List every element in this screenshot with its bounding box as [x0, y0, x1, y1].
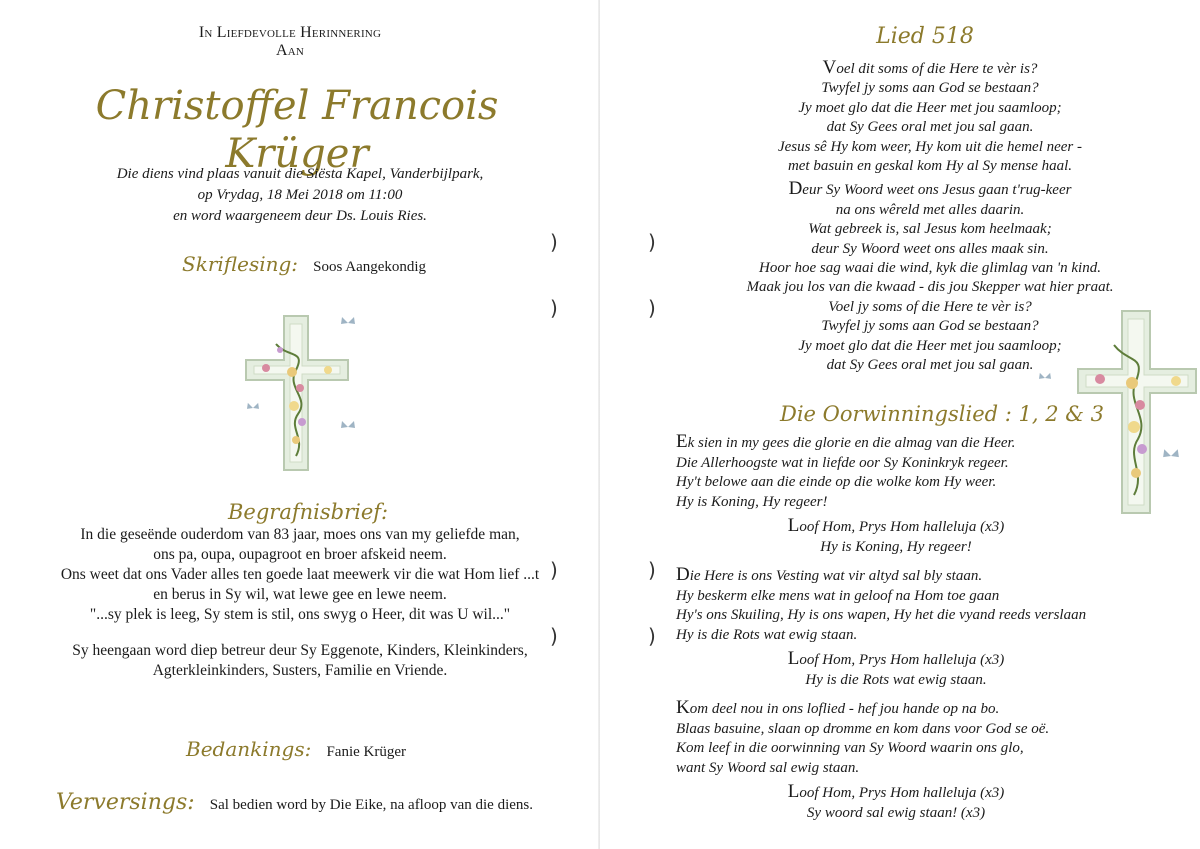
- hymn-line: Deur Sy Woord weet ons Jesus gaan t'rug-keer: [788, 178, 1072, 200]
- chorus-line: Sy woord sal ewig staan! (x3): [806, 804, 986, 821]
- binding-mark: ): [648, 296, 656, 320]
- hymn-line: dat Sy Gees oral met jou sal gaan.: [826, 119, 1034, 136]
- butterfly-icon: [340, 420, 356, 434]
- scripture-reading: [182, 252, 426, 276]
- verse-line: Die Here is ons Vesting wat vir altyd sal bly staan.: [676, 564, 983, 585]
- hymn-line: met basuin en geskal kom Hy al Sy mense haal.: [787, 158, 1073, 175]
- hymn-line: Twyfel jy soms aan God se bestaan?: [821, 318, 1039, 335]
- hymn-title: Lied 518: [876, 24, 974, 49]
- binding-mark: ): [648, 624, 656, 648]
- memorial-header: [165, 24, 415, 60]
- service-line: en word waargeneem deur Ds. Louis Ries.: [173, 208, 427, 224]
- floral-cross-icon: [236, 310, 366, 482]
- hymn-line: Jy moet glo dat die Heer met jou saamloop;: [798, 337, 1062, 354]
- binding-mark: ): [550, 230, 558, 254]
- verse-line: Hy beskerm elke mens wat in geloof na Hom toe gaan: [676, 587, 1000, 604]
- scripture-reading-label: Skriflesing:: [182, 252, 299, 276]
- hymn-line: Voel dit soms of die Here te vèr is?: [822, 57, 1038, 78]
- verse-line: want Sy Woord sal ewig staan.: [676, 759, 860, 776]
- chorus-line: Hy is die Rots wat ewig staan.: [805, 671, 987, 688]
- butterfly-icon: [1038, 372, 1052, 384]
- refreshments-value: Sal bedien word by Die Eike, na afloop van die diens.: [209, 797, 533, 813]
- butterfly-icon: [340, 316, 356, 330]
- verse-line: Hy's ons Skuiling, Hy is ons wapen, Hy het die vyand reeds verslaan: [676, 607, 1087, 623]
- service-line: op Vrydag, 18 Mei 2018 om 11:00: [197, 187, 403, 203]
- chorus-line: Loof Hom, Prys Hom halleluja (x3): [787, 781, 1005, 802]
- mourners-line: Sy heengaan word diep betreur deur Sy Eggenote, Kinders, Kleinkinders,: [72, 642, 528, 659]
- verse-line: Kom leef in die oorwinning van Sy Woord waarin ons glo,: [676, 740, 1024, 756]
- obituary-line: en berus in Sy wil, wat lewe gee en lewe neem.: [153, 586, 447, 603]
- hymn-line: Wat gebreek is, sal Jesus kom heelmaak;: [808, 221, 1052, 238]
- obituary-line: In die geseënde ouderdom van 83 jaar, moes ons van my geliefde man,: [80, 526, 520, 543]
- binding-mark: ): [550, 558, 558, 582]
- chorus-line: Loof Hom, Prys Hom halleluja (x3): [787, 515, 1005, 536]
- service-line: Die diens vind plaas vanuit die Siësta Kapel, Vanderbijlpark,: [116, 166, 484, 182]
- hymn-line: deur Sy Woord weet ons alles maak sin.: [811, 240, 1049, 257]
- binding-mark: ): [550, 296, 558, 320]
- hymn-line: Jy moet glo dat die Heer met jou saamloop;: [798, 99, 1062, 116]
- mourners-line: Agterkleinkinders, Susters, Familie en Vriende.: [152, 662, 448, 679]
- verse-line: Kom deel nou in ons loflied - hef jou hande op na bo.: [676, 697, 1000, 718]
- acknowledgements-label: Bedankings:: [186, 737, 312, 761]
- obituary-line: "...sy plek is leeg, Sy stem is stil, ons swyg o Heer, dit was U wil...": [89, 606, 511, 623]
- verse-line: Hy is Koning, Hy regeer!: [676, 493, 828, 510]
- binding-mark: ): [550, 624, 558, 648]
- hymn-line: Hoor hoe sag waai die wind, kyk die glimlag van 'n kind.: [759, 260, 1101, 277]
- chorus-line: Hy is Koning, Hy regeer!: [820, 538, 972, 555]
- chorus-line: Loof Hom, Prys Hom halleluja (x3): [787, 648, 1005, 669]
- obituary-label: Begrafnisbrief:: [228, 500, 389, 524]
- service-details: [60, 164, 540, 227]
- victory-song-text: [676, 432, 1196, 823]
- butterfly-icon: [246, 402, 260, 414]
- hymn-line: Twyfel jy soms aan God se bestaan?: [821, 80, 1039, 97]
- memorial-line-2: Aan: [275, 42, 305, 59]
- victory-song-title: Die Oorwinningslied : 1, 2 & 3: [780, 402, 1104, 426]
- refreshments: [56, 790, 533, 815]
- hymn-line: dat Sy Gees oral met jou sal gaan.: [826, 357, 1034, 374]
- hymn-line: Maak jou los van die kwaad - dis jou Skepper wat hier praat.: [746, 279, 1114, 296]
- refreshments-label: Verversings:: [56, 790, 195, 815]
- acknowledgements-value: Fanie Krüger: [326, 744, 406, 760]
- hymn-line: Jesus sê Hy kom weer, Hy kom uit die hemel neer -: [777, 138, 1083, 155]
- binding-mark: ): [648, 230, 656, 254]
- verse-line: Hy't belowe aan die einde op die wolke kom Hy weer.: [676, 474, 997, 490]
- verse-line: Blaas basuine, slaan op dromme en kom dans voor God se oë.: [676, 720, 1050, 737]
- verse-line: Die Allerhoogste wat in liefde oor Sy Koninkryk regeer.: [676, 454, 1009, 471]
- scripture-reading-value: Soos Aangekondig: [313, 259, 427, 275]
- obituary-text: [30, 525, 570, 681]
- hymn-line: Voel jy soms of die Here te vèr is?: [828, 298, 1032, 315]
- verse-line: Hy is die Rots wat ewig staan.: [676, 626, 858, 643]
- binding-mark: ): [648, 558, 656, 582]
- obituary-line: Ons weet dat ons Vader alles ten goede laat meewerk vir die wat Hom lief ...t: [60, 566, 540, 583]
- deceased-name: Christoffel Francois Krüger: [95, 83, 499, 177]
- acknowledgements: [186, 737, 406, 761]
- memorial-line-1: In Liefdevolle Herinnering: [198, 24, 382, 41]
- right-page: [600, 0, 1200, 849]
- hymn-line: na ons wêreld met alles daarin.: [835, 201, 1025, 218]
- obituary-line: ons pa, oupa, oupagroot en broer afskeid neem.: [153, 546, 447, 563]
- verse-line: Ek sien in my gees die glorie en die almag van die Heer.: [676, 431, 1016, 452]
